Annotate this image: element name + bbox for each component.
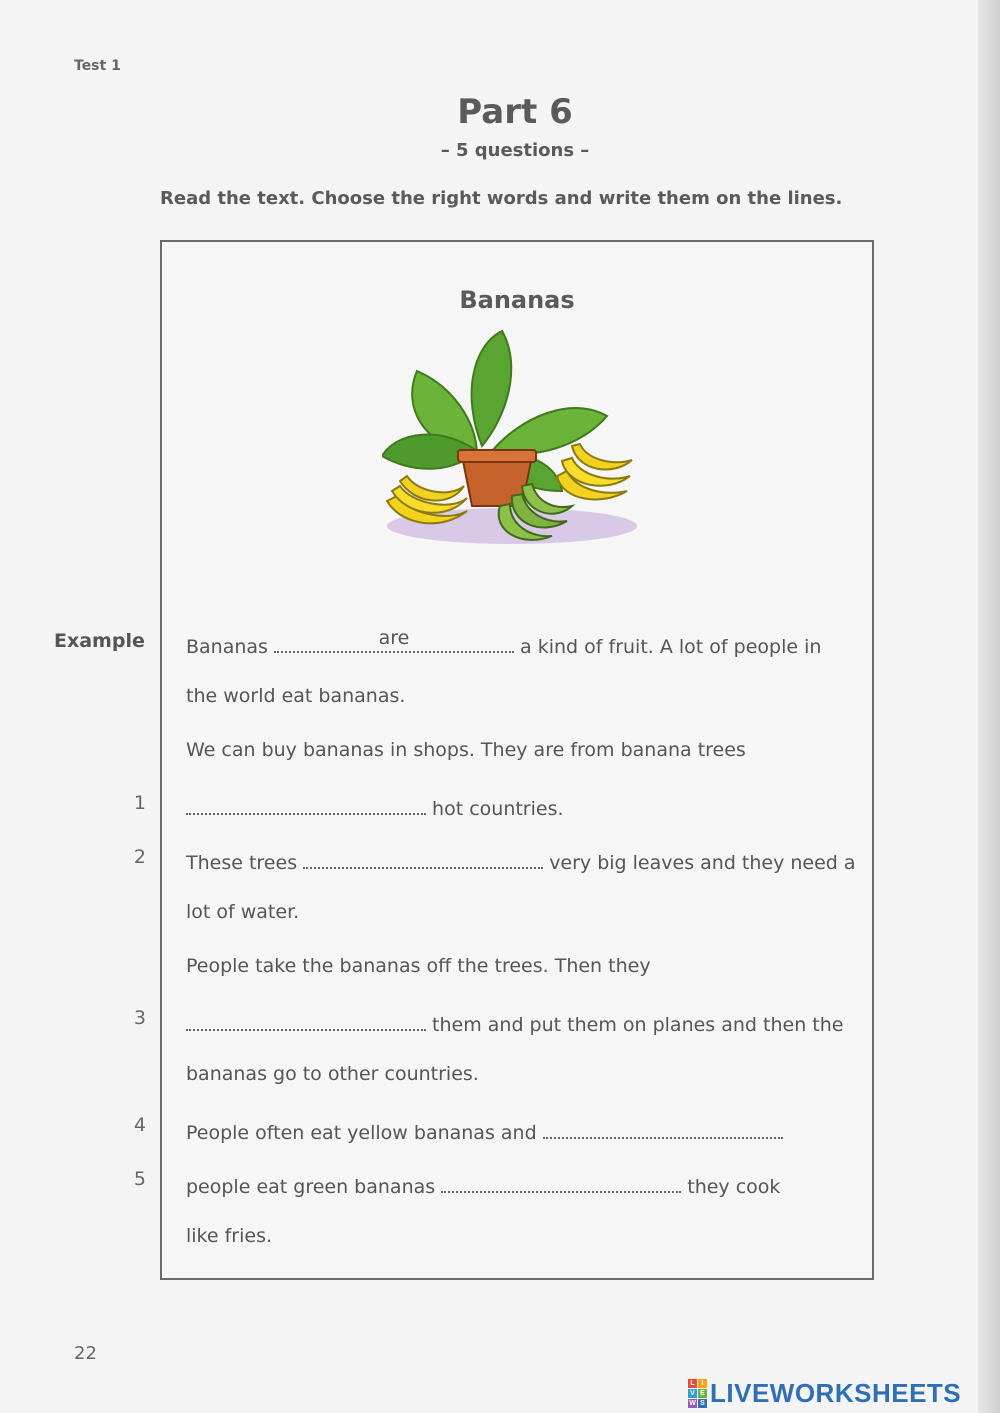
answer-blank-3[interactable] (186, 1009, 426, 1031)
liveworksheets-brand[interactable] (688, 1378, 961, 1408)
liveworksheets-logo-icon: L I V E W S (688, 1379, 707, 1408)
story-line-2: the world eat bananas. (186, 685, 406, 707)
story-line-q4: People often eat yellow bananas and (186, 1117, 783, 1144)
part-title: Part 6 (457, 92, 573, 132)
question-number-2: 2 (133, 846, 146, 868)
story-line-q2: These trees very big leaves and they need a (186, 847, 856, 874)
question-number-5: 5 (133, 1168, 146, 1190)
example-blank (274, 627, 514, 653)
question-number-1: 1 (133, 792, 146, 814)
story-line-q5: people eat green bananas they cook (186, 1171, 780, 1198)
instructions: Read the text. Choose the right words and write them on the lines. (160, 188, 843, 209)
story-line-7: People take the bananas off the trees. Then they (186, 955, 651, 977)
story-line-q1: hot countries. (186, 793, 564, 820)
story-line-example: Bananas are a kind of fruit. A lot of people in (186, 627, 822, 658)
story-line-12: like fries. (186, 1225, 273, 1247)
example-answer: are (378, 627, 410, 649)
answer-blank-4[interactable] (543, 1117, 783, 1139)
answer-blank-2[interactable] (303, 847, 543, 869)
page-edge-shadow (978, 0, 1000, 1413)
liveworksheets-brand-text: LIVEWORKSHEETS (710, 1377, 962, 1408)
story-line-9: bananas go to other countries. (186, 1063, 479, 1085)
story-line-6: lot of water. (186, 901, 300, 923)
example-label: Example (54, 630, 145, 652)
part-subtitle: – 5 questions – (440, 140, 590, 161)
answer-blank-1[interactable] (186, 793, 426, 815)
story-title: Bananas (459, 286, 575, 314)
answer-blank-5[interactable] (441, 1171, 681, 1193)
story-line-q3: them and put them on planes and then the (186, 1009, 843, 1036)
question-number-3: 3 (133, 1007, 146, 1029)
banana-plant-illustration (382, 326, 642, 566)
story-box (160, 240, 874, 1280)
test-label: Test 1 (74, 58, 121, 74)
question-number-4: 4 (133, 1114, 146, 1136)
page-number: 22 (74, 1343, 97, 1364)
story-line-3: We can buy bananas in shops. They are from banana trees (186, 739, 746, 761)
